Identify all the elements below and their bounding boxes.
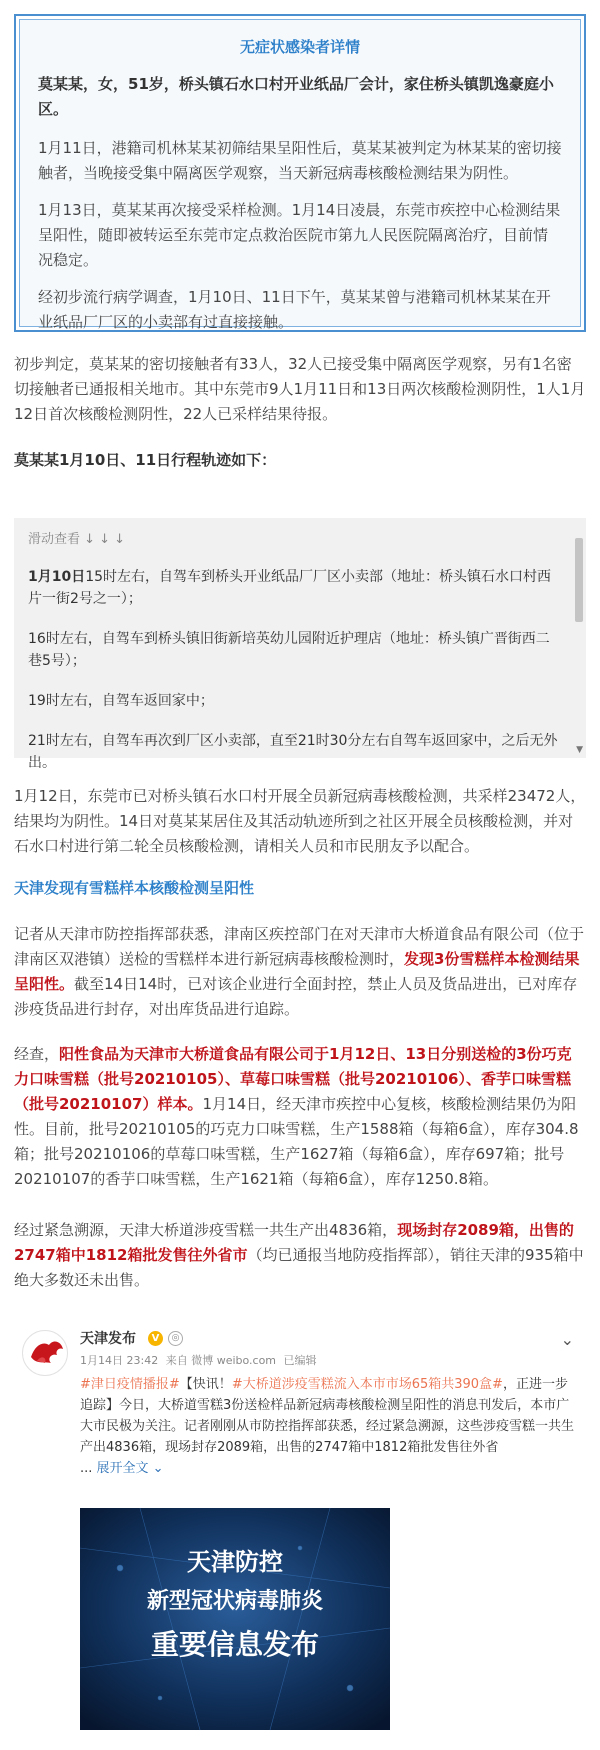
- chevron-down-icon[interactable]: ⌄: [560, 1330, 574, 1349]
- testing-paragraph: 1月12日，东莞市已对桥头镇石水口村开展全员新冠病毒核酸检测，共采样23472人，结果均为阴性。14日对莫某某居住及其活动轨迹所到之社区开展全员核酸检测，并对石水口村进行第二轮全员核酸检测，请相关人员和市民朋友予以配合。: [14, 787, 586, 855]
- expand-full-text-link[interactable]: 展开全文 ⌄: [96, 1461, 164, 1476]
- case-box-lead: 莫某某，女，51岁，桥头镇石水口村开业纸品厂会计，家住桥头镇凯逸豪庭小区。: [38, 75, 554, 118]
- case-detail-box: [14, 14, 586, 332]
- tianjin-fabu-logo-icon: [23, 1331, 69, 1377]
- case-box-paragraph: 经初步流行病学调查，1月10日、11日下午，莫某某曾与港籍司机林某某在开业纸品厂厂区的小卖部有过直接接触。: [38, 288, 551, 331]
- scroll-down-arrow-icon[interactable]: ▼: [576, 745, 583, 755]
- vip-badge-icon: ◎: [168, 1331, 183, 1346]
- text-normal: 经过紧急溯源，天津大桥道涉疫雪糕一共生产出4836箱，: [14, 1221, 398, 1239]
- trajectory-item: [28, 566, 558, 610]
- case-box-paragraph: 1月11日，港籍司机林某某初筛结果呈阳性后，莫某某被判定为林某某的密切接触者，当晚接受集中隔离医学观察，当天新冠病毒核酸检测结果为阴性。: [38, 139, 562, 182]
- tianjin-paragraph-2: [14, 1042, 586, 1192]
- trajectory-item: 21时左右，自驾车再次到厂区小卖部，直至21时30分左右自驾车返回家中，之后无外出。: [28, 733, 558, 771]
- announcement-image: [80, 1508, 390, 1730]
- trajectory-item: 19时左右，自驾车返回家中；: [28, 693, 214, 709]
- trajectory-heading: 莫某某1月10日、11日行程轨迹如下：: [14, 451, 277, 469]
- verified-v-icon: V: [148, 1331, 163, 1346]
- trajectory-date: 1月10日: [28, 569, 86, 585]
- weibo-account-name[interactable]: 天津发布: [80, 1331, 136, 1347]
- image-line-2: 新型冠状病毒肺炎: [146, 1589, 324, 1614]
- post-text: 【快讯！: [179, 1377, 232, 1392]
- ellipsis: ...: [80, 1461, 93, 1476]
- tianjin-paragraph-1: [14, 922, 586, 1022]
- trajectory-item: 16时左右，自驾车到桥头镇旧街新培英幼儿园附近护理店（地址：桥头镇广晋街西二巷5号）；: [28, 631, 550, 669]
- weibo-embed: [14, 1328, 586, 1736]
- image-line-1: 天津防控: [187, 1548, 283, 1576]
- post-text: ，正进一步追踪】今日，大桥道雪糕3份送检样品新冠病毒核酸检测呈阳性的消息刊发后，本市广大市民极为关注。记者刚刚从市防控指挥部获悉，经过紧急溯源，这些涉疫雪糕一共生产出4836箱，现场封存2089箱，出售的2747箱中1812箱批发售往外省: [80, 1377, 575, 1455]
- text-normal: 截至14日14时，已对该企业进行全面封控，禁止人员及货品进出，已对库存涉疫货品进行封存，对出库货品进行追踪。: [14, 975, 578, 1018]
- text-highlight: 发现3份雪糕样本检测结果呈阳性。: [14, 950, 580, 993]
- section-title: 天津发现有雪糕样本核酸检测呈阳性: [14, 879, 255, 897]
- hashtag-link[interactable]: #津日疫情播报#: [80, 1377, 180, 1392]
- avatar[interactable]: [22, 1330, 68, 1376]
- trajectory-list: [28, 566, 558, 792]
- text-highlight: 现场封存2089箱，出售的2747箱中1812箱批发售往外省市: [14, 1221, 574, 1264]
- post-time[interactable]: 1月14日 23:42: [80, 1354, 159, 1367]
- case-detail-inner: [19, 19, 581, 331]
- case-box-paragraph: 1月13日，莫某某再次接受采样检测。1月14日凌晨，东莞市疾控中心检测结果呈阳性，随即被转运至东莞市定点救治医院市第九人民医院隔离治疗，目前情况稳定。: [38, 201, 561, 269]
- tianjin-paragraph-3: [14, 1218, 586, 1293]
- post-source: 来自 微博 weibo.com: [165, 1354, 277, 1367]
- text-normal: 1月14日，经天津市疾控中心复核，核酸检测结果仍为阳性。目前，批号20210105的巧克力口味雪糕，生产1588箱（每箱6盒），库存304.8箱；批号20210106的草莓口味雪糕，生产1627箱（每箱6盒），库存697箱；批号20210107的香芋口味雪糕，生产1621箱（每箱6盒），库存1250.8箱。: [14, 1095, 579, 1188]
- trajectory-text: 15时左右，自驾车到桥头开业纸品厂厂区小卖部（地址：桥头镇石水口村西片一街2号之一）；: [28, 569, 552, 607]
- text-highlight: 阳性食品为天津市大桥道食品有限公司于1月12日、13日分别送检的3份巧克力口味雪糕（批号20210105）、草莓口味雪糕（批号20210106）、香芋口味雪糕（批号20210107）样本。: [14, 1045, 572, 1113]
- weibo-post-image[interactable]: [80, 1508, 390, 1730]
- weibo-meta: [80, 1354, 321, 1368]
- scroll-hint: 滑动查看 ↓ ↓ ↓: [28, 532, 126, 547]
- case-box-title: 无症状感染者详情: [239, 38, 360, 56]
- scrollbar-thumb[interactable]: [575, 538, 583, 622]
- edited-label: 已编辑: [283, 1354, 317, 1367]
- text-normal: 经查，: [14, 1045, 60, 1063]
- text-normal: 记者从天津市防控指挥部获悉，津南区疾控部门在对天津市大桥道食品有限公司（位于津南区双港镇）送检的雪糕样本进行新冠病毒核酸检测时，: [14, 925, 585, 968]
- trajectory-scroll-box[interactable]: [14, 518, 586, 771]
- hashtag-link[interactable]: #大桥道涉疫雪糕流入本市市场65箱共390盒#: [231, 1377, 503, 1392]
- text-normal: （均已通报当地防疫指挥部），销往天津的935箱中绝大多数还未出售。: [14, 1246, 584, 1289]
- contacts-paragraph: 初步判定，莫某某的密切接触者有33人，32人已接受集中隔离医学观察，另有1名密切接触者已通报相关地市。其中东莞市9人1月11日和13日两次核酸检测阴性，1人1月12日首次核酸检测阴性，22人已采样结果待报。: [14, 355, 586, 423]
- weibo-post-text: [80, 1374, 576, 1479]
- image-line-3: 重要信息发布: [150, 1628, 320, 1661]
